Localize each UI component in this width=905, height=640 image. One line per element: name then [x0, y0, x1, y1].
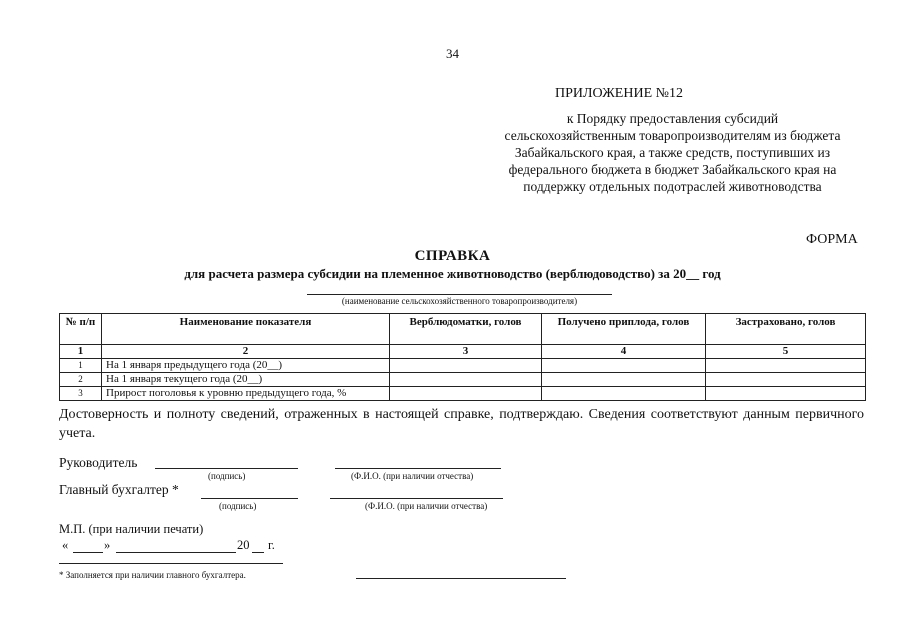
chief-accountant-signature-line[interactable] [201, 482, 298, 499]
head-signature-line[interactable] [155, 452, 298, 469]
row-name: На 1 января предыдущего года (20__) [102, 359, 390, 373]
organization-caption: (наименование сельскохозяйственного товаропроизводителя) [341, 296, 578, 306]
header-cell: № п/п [60, 314, 102, 345]
date-year-suffix: г. [268, 538, 275, 552]
row-value[interactable] [706, 373, 866, 387]
row-value[interactable] [390, 387, 542, 401]
head-label: Руководитель [59, 455, 138, 470]
column-number: 3 [390, 345, 542, 359]
header-cell: Наименование показателя [102, 314, 390, 345]
header-cell: Застраховано, голов [706, 314, 866, 345]
chief-accountant-label: Главный бухгалтер * [59, 482, 179, 497]
row-number: 3 [60, 387, 102, 401]
column-number: 1 [60, 345, 102, 359]
footnote-separator [59, 563, 283, 564]
chief-accountant-name-line[interactable] [330, 482, 503, 499]
appendix-title: ПРИЛОЖЕНИЕ №12 [555, 86, 683, 101]
column-number: 5 [706, 345, 866, 359]
column-number: 4 [542, 345, 706, 359]
footnote: * Заполняется при наличии главного бухгалтера. [59, 570, 246, 580]
row-value[interactable] [706, 359, 866, 373]
row-value[interactable] [706, 387, 866, 401]
row-number: 1 [60, 359, 102, 373]
chief-accountant-signature-caption: (подпись) [219, 501, 257, 511]
header-cell: Верблюдоматки, голов [390, 314, 542, 345]
row-name: На 1 января текущего года (20__) [102, 373, 390, 387]
organization-line [307, 294, 612, 295]
row-number: 2 [60, 373, 102, 387]
table-row [60, 359, 866, 373]
date-year-line[interactable] [252, 538, 264, 553]
head-signature-caption: (подпись) [208, 471, 246, 481]
stamp-label: М.П. (при наличии печати) [59, 522, 204, 536]
table-row [60, 373, 866, 387]
date-day-line[interactable] [73, 538, 103, 553]
date-close-quote: » [104, 538, 111, 552]
table-header-row [60, 314, 866, 345]
row-value[interactable] [390, 359, 542, 373]
document-subtitle: для расчета размера субсидии на племенное животноводство (верблюдоводство) за 20__ год [184, 266, 721, 281]
confirmation-text: Достоверность и полноту сведений, отраженных в настоящей справке, подтверждаю. Сведения соответствуют данным первичного учета. [59, 407, 864, 441]
row-value[interactable] [542, 359, 706, 373]
row-value[interactable] [542, 387, 706, 401]
column-number: 2 [102, 345, 390, 359]
extra-line [356, 578, 566, 579]
head-name-line[interactable] [335, 452, 501, 469]
header-cell: Получено приплода, голов [542, 314, 706, 345]
column-number-row [60, 345, 866, 359]
page-number: 34 [446, 46, 459, 61]
form-label: ФОРМА [806, 232, 858, 247]
row-name: Прирост поголовья к уровню предыдущего года, % [102, 387, 390, 401]
date-month-line[interactable] [116, 538, 236, 553]
row-value[interactable] [542, 373, 706, 387]
document-title: СПРАВКА [414, 248, 491, 264]
chief-accountant-name-caption: (Ф.И.О. (при наличии отчества) [365, 501, 488, 511]
table-row [60, 387, 866, 401]
head-name-caption: (Ф.И.О. (при наличии отчества) [351, 471, 474, 481]
row-value[interactable] [390, 373, 542, 387]
date-open-quote: « [62, 538, 69, 552]
appendix-subtitle: к Порядку предоставления субсидий сельскохозяйственным товаропроизводителям из бюджета Забайкальского края, а также средств, поступивших из федерального бюджета в бюджет Забайкальского края на поддержку отдельных подотраслей животноводства [504, 111, 841, 194]
date-year-prefix: 20 [237, 538, 250, 552]
indicators-table [59, 313, 866, 401]
